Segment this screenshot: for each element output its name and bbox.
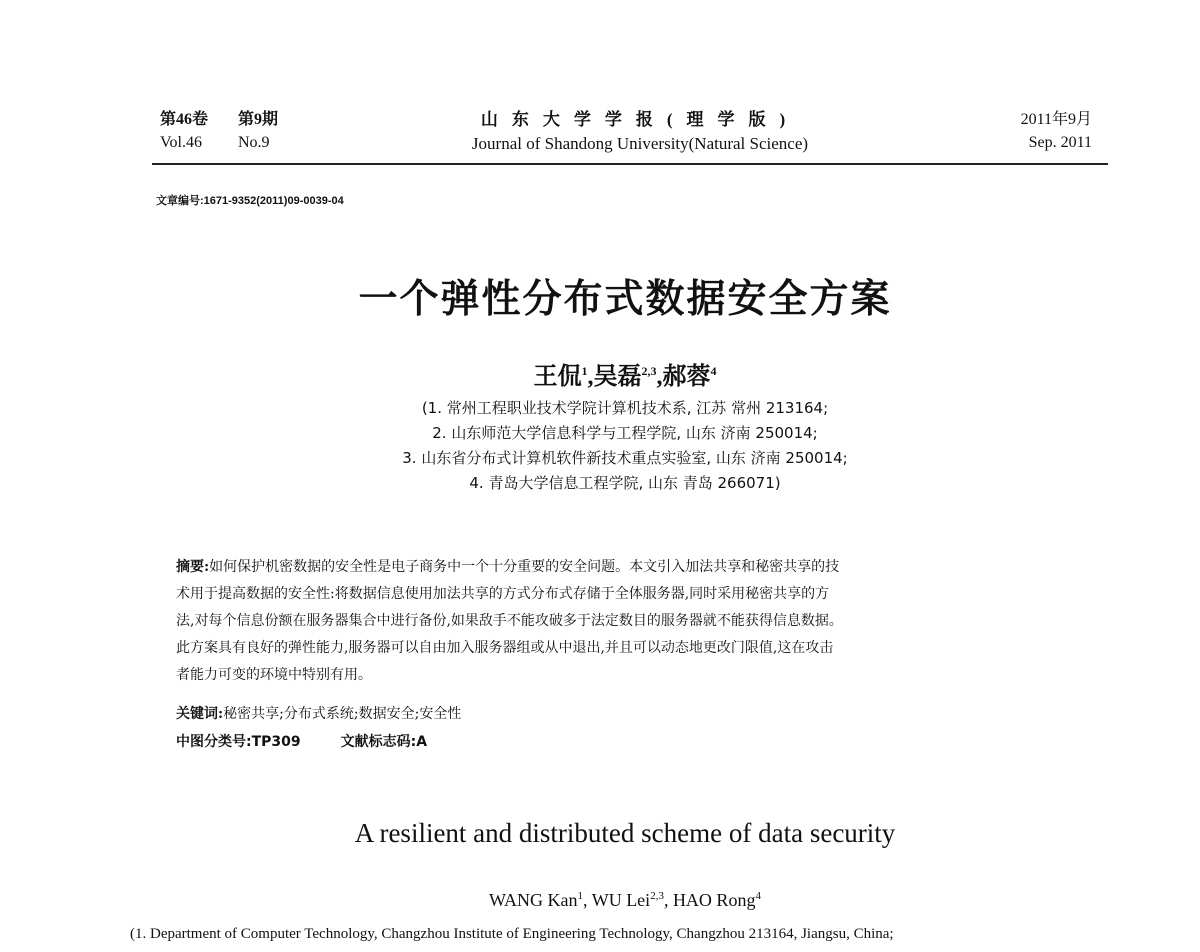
authors-en: WANG Kan$^1$, WU Lei$^{2,3}$, HAO Rong$^4$ xyxy=(489,890,761,910)
document-code: 文献标志码:A xyxy=(340,734,428,750)
header-date xyxy=(1021,108,1092,154)
clc-number: 中图分类号:TP309 xyxy=(176,734,301,750)
abstract-line: 法,对每个信息份额在服务器集合中进行备份,如果敌手不能攻破多于法定数目的服务器就不能获得信息数据。 xyxy=(176,613,843,629)
affiliation-line: (1. 常州工程职业技术学院计算机技术系, 江苏 常州 213164; xyxy=(421,399,829,417)
affiliation-en: (1. Department of Computer Technology, Changzhou Institute of Engineering Technology, Changzhou 213164, Jiangsu, China; xyxy=(130,926,894,942)
author-en-name: WANG Kan xyxy=(489,890,578,910)
authors-cn: 王侃$^1$,吴磊$^{2,3}$,郝蓉$^4$ xyxy=(533,364,717,390)
header-journal xyxy=(400,108,880,156)
issue-en: No.9 xyxy=(238,134,270,151)
journal-name-en: Journal of Shandong University(Natural Science) xyxy=(471,134,809,153)
abstract-line: 术用于提高数据的安全性:将数据信息使用加法共享的方式分布式存储于全体服务器,同时采用秘密共享的方 xyxy=(176,586,830,602)
affiliation-line: 2. 山东师范大学信息科学与工程学院, 山东 济南 250014; xyxy=(432,424,818,442)
issue-cn: 第9期 xyxy=(238,111,279,128)
author-cn-name: 郝蓉 xyxy=(662,364,711,390)
abstract-line: 摘要:如何保护机密数据的安全性是电子商务中一个十分重要的安全问题。本文引入加法共享和秘密共享的技 xyxy=(176,559,840,575)
article-number: 文章编号:1671-9352(2011)09-0039-04 xyxy=(156,195,344,207)
affiliation-line: 4. 青岛大学信息工程学院, 山东 青岛 266071) xyxy=(469,474,781,492)
paper-title-cn: 一个弹性分布式数据安全方案 xyxy=(358,277,892,322)
date-cn: 2011年9月 xyxy=(1020,111,1092,128)
author-en-name: WU Lei xyxy=(591,890,651,910)
keywords xyxy=(176,703,461,723)
author-en-affil: 2,3 xyxy=(650,890,664,902)
volume-en: Vol.46 xyxy=(160,134,202,151)
author-cn-name: 吴磊 xyxy=(593,364,642,390)
keywords-label: 关键词: xyxy=(176,706,224,722)
author-cn-affil: 4 xyxy=(710,364,717,378)
affiliation-line: 3. 山东省分布式计算机软件新技术重点实验室, 山东 济南 250014; xyxy=(402,449,848,467)
volume-cn: 第46卷 xyxy=(160,111,209,128)
abstract xyxy=(176,554,1076,689)
abstract-line: 此方案具有良好的弹性能力,服务器可以自由加入服务器组或从中退出,并且可以动态地更改门限值,这在攻击 xyxy=(176,640,834,656)
author-en-affil: 1 xyxy=(577,890,584,902)
author-en-name: HAO Rong xyxy=(672,890,756,910)
keywords-text: 秘密共享;分布式系统;数据安全;安全性 xyxy=(223,706,462,722)
classification xyxy=(176,731,427,751)
abstract-line: 者能力可变的环境中特别有用。 xyxy=(176,667,372,683)
paper-title-en: A resilient and distributed scheme of data security xyxy=(354,818,896,848)
abstract-label: 摘要: xyxy=(176,559,210,575)
header-volume-info xyxy=(160,108,278,154)
author-en-affil: 4 xyxy=(755,890,761,902)
author-cn-affil: 2,3 xyxy=(641,364,657,378)
journal-name-cn: 山东大学学报(理学版) xyxy=(480,110,800,129)
header-rule xyxy=(152,163,1108,165)
date-en: Sep. 2011 xyxy=(1028,134,1092,151)
author-cn-name: 王侃 xyxy=(533,364,582,390)
author-cn-affil: 1 xyxy=(581,364,588,378)
affiliations-cn xyxy=(0,396,1200,496)
